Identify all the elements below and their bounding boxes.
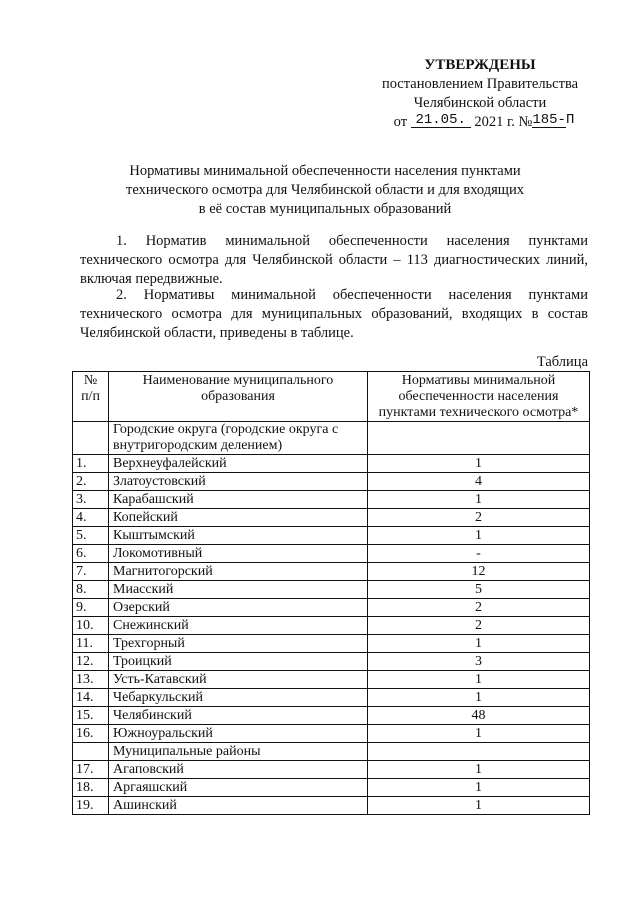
row-num: 15. xyxy=(73,707,109,725)
table-row xyxy=(73,725,590,743)
table-label: Таблица xyxy=(536,354,588,370)
section-num-cell xyxy=(73,743,109,761)
section-row xyxy=(73,743,590,761)
row-name: Южноуральский xyxy=(109,725,368,743)
header-name: Наименование муниципального образования xyxy=(109,372,368,422)
row-name: Миасский xyxy=(109,581,368,599)
row-name: Усть-Катавский xyxy=(109,671,368,689)
row-name: Троицкий xyxy=(109,653,368,671)
row-name: Копейский xyxy=(109,509,368,527)
row-name: Златоустовский xyxy=(109,473,368,491)
approval-number: 185-П xyxy=(532,112,575,128)
row-num: 10. xyxy=(73,617,109,635)
row-num: 14. xyxy=(73,689,109,707)
table-row xyxy=(73,761,590,779)
table-row xyxy=(73,671,590,689)
table-row xyxy=(73,635,590,653)
table-row xyxy=(73,599,590,617)
row-value: 3 xyxy=(368,653,590,671)
row-name: Озерский xyxy=(109,599,368,617)
approval-line-1: постановлением Правительства xyxy=(381,76,579,92)
row-num: 12. xyxy=(73,653,109,671)
row-name: Ашинский xyxy=(109,797,368,815)
table-row xyxy=(73,689,590,707)
table-row xyxy=(73,545,590,563)
row-num: 4. xyxy=(73,509,109,527)
row-num: 1. xyxy=(73,455,109,473)
row-num: 11. xyxy=(73,635,109,653)
row-num: 18. xyxy=(73,779,109,797)
section-value-cell xyxy=(368,422,590,455)
row-num: 13. xyxy=(73,671,109,689)
paragraph-2-text: 2. Нормативы минимальной обеспеченности населения пунктами технического осмотра для муниципальных образований, входящих в состав Челябинской области, приведены в таблице. xyxy=(80,287,588,341)
row-num: 2. xyxy=(73,473,109,491)
row-value: - xyxy=(368,545,590,563)
row-name: Аргаяшский xyxy=(109,779,368,797)
norms-table xyxy=(72,371,590,815)
row-name: Карабашский xyxy=(109,491,368,509)
table-row xyxy=(73,707,590,725)
table-row xyxy=(73,653,590,671)
paragraph-1 xyxy=(80,232,588,289)
row-value: 1 xyxy=(368,455,590,473)
table-body xyxy=(73,422,590,815)
row-value: 1 xyxy=(368,491,590,509)
row-name: Верхнеуфалейский xyxy=(109,455,368,473)
section-title: Городские округа (городские округа с внутригородским делением) xyxy=(109,422,368,455)
approval-dateline xyxy=(372,113,588,132)
table-row xyxy=(73,491,590,509)
row-name: Снежинский xyxy=(109,617,368,635)
row-name: Кыштымский xyxy=(109,527,368,545)
document-title xyxy=(80,162,570,219)
number-sign: № xyxy=(518,114,533,130)
title-line-1: Нормативы минимальной обеспеченности населения пунктами xyxy=(129,163,521,179)
table-row xyxy=(73,509,590,527)
header-num: № п/п xyxy=(73,372,109,422)
row-name: Магнитогорский xyxy=(109,563,368,581)
section-title: Муниципальные районы xyxy=(109,743,368,761)
row-num: 16. xyxy=(73,725,109,743)
section-num-cell xyxy=(73,422,109,455)
approval-date: 21.05. xyxy=(411,113,471,128)
table-row xyxy=(73,617,590,635)
table-row xyxy=(73,473,590,491)
row-value: 1 xyxy=(368,527,590,545)
row-value: 1 xyxy=(368,671,590,689)
row-num: 19. xyxy=(73,797,109,815)
table-header-row xyxy=(73,372,590,422)
row-name: Локомотивный xyxy=(109,545,368,563)
row-value: 2 xyxy=(368,617,590,635)
row-num: 17. xyxy=(73,761,109,779)
row-value: 1 xyxy=(368,725,590,743)
title-line-2: технического осмотра для Челябинской области и для входящих xyxy=(126,182,524,198)
row-name: Трехгорный xyxy=(109,635,368,653)
row-value: 1 xyxy=(368,689,590,707)
row-value: 4 xyxy=(368,473,590,491)
row-value: 1 xyxy=(368,761,590,779)
approval-year: 2021 г. xyxy=(474,114,515,130)
table-row xyxy=(73,527,590,545)
row-value: 2 xyxy=(368,509,590,527)
row-value: 5 xyxy=(368,581,590,599)
row-name: Агаповский xyxy=(109,761,368,779)
table-row xyxy=(73,797,590,815)
table-row xyxy=(73,779,590,797)
row-num: 5. xyxy=(73,527,109,545)
paragraph-2 xyxy=(80,286,588,343)
paragraph-1-text: 1. Норматив минимальной обеспеченности населения пунктами технического осмотра для Челябинской области – 113 диагностических линий, включая передвижные. xyxy=(80,233,588,287)
row-value: 1 xyxy=(368,635,590,653)
row-value: 1 xyxy=(368,779,590,797)
row-num: 8. xyxy=(73,581,109,599)
row-num: 6. xyxy=(73,545,109,563)
section-row xyxy=(73,422,590,455)
section-value-cell xyxy=(368,743,590,761)
row-name: Чебаркульский xyxy=(109,689,368,707)
header-norm: Нормативы минимальной обеспеченности населения пунктами технического осмотра* xyxy=(368,372,590,422)
row-value: 1 xyxy=(368,797,590,815)
table-row xyxy=(73,455,590,473)
row-name: Челябинский xyxy=(109,707,368,725)
row-value: 2 xyxy=(368,599,590,617)
approval-heading: УТВЕРЖДЕНЫ xyxy=(424,57,536,73)
row-value: 48 xyxy=(368,707,590,725)
approval-block xyxy=(372,56,588,132)
row-num: 7. xyxy=(73,563,109,581)
date-prefix: от xyxy=(393,114,408,130)
row-num: 3. xyxy=(73,491,109,509)
title-line-3: в её состав муниципальных образований xyxy=(198,201,452,217)
row-num: 9. xyxy=(73,599,109,617)
row-value: 12 xyxy=(368,563,590,581)
approval-line-2: Челябинской области xyxy=(413,95,547,111)
table-row xyxy=(73,581,590,599)
table-row xyxy=(73,563,590,581)
